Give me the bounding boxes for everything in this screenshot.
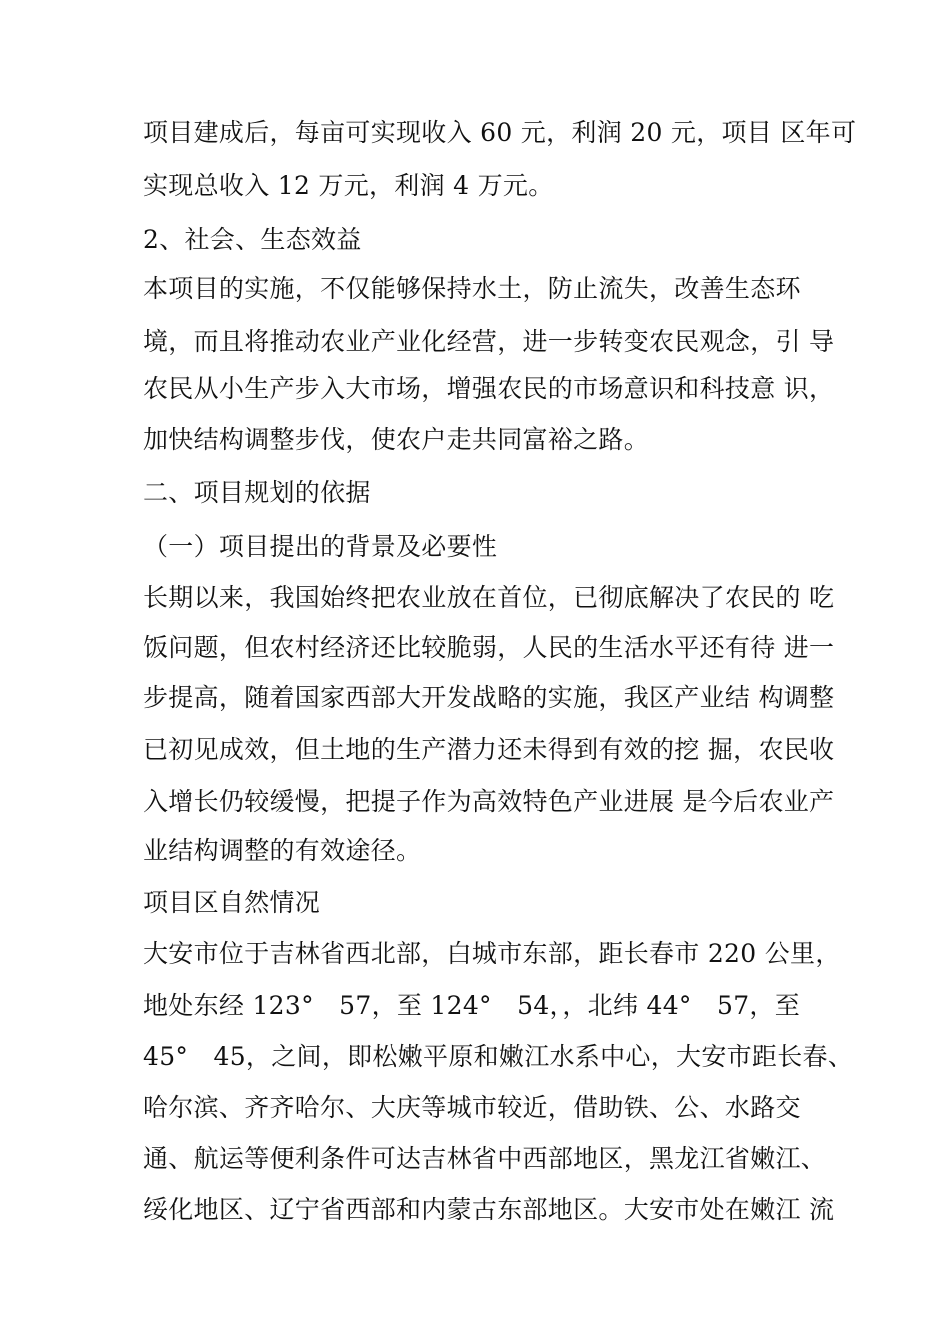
paragraph-line: 哈尔滨、齐齐哈尔、大庆等城市较近，借助铁、公、水路交 <box>143 1093 801 1122</box>
paragraph-line: 本项目的实施，不仅能够保持水土，防止流失，改善生态环 <box>143 274 801 303</box>
paragraph-line: 地处东经 123° 57，至 124° 54，，北纬 44° 57，至 <box>143 991 801 1020</box>
paragraph-line: 入增长仍较缓慢，把提子作为高效特色产业进展 是今后农业产 <box>143 787 835 816</box>
section-heading: 2、社会、生态效益 <box>143 225 362 254</box>
paragraph-line: 绥化地区、辽宁省西部和内蒙古东部地区。大安市处在嫩江 流 <box>143 1195 835 1224</box>
paragraph-line: 已初见成效，但土地的生产潜力还未得到有效的挖 掘，农民收 <box>143 735 835 764</box>
paragraph-line: 长期以来，我国始终把农业放在首位，已彻底解决了农民的 吃 <box>143 583 835 612</box>
paragraph-line: 饭问题，但农村经济还比较脆弱，人民的生活水平还有待 进一 <box>143 633 835 662</box>
paragraph-line: 45° 45，之间，即松嫩平原和嫩江水系中心，大安市距长春、 <box>143 1042 854 1071</box>
section-heading: 二、项目规划的依据 <box>143 478 371 507</box>
paragraph-line: 境，而且将推动农业产业化经营，进一步转变农民观念，引 导 <box>143 327 835 356</box>
paragraph-line: 加快结构调整步伐，使农户走共同富裕之路。 <box>143 425 650 454</box>
paragraph-line: 业结构调整的有效途径。 <box>143 836 422 865</box>
section-heading: 项目区自然情况 <box>143 888 321 917</box>
paragraph-line: 农民从小生产步入大市场，增强农民的市场意识和科技意 识， <box>143 374 835 403</box>
paragraph-line: 项目建成后，每亩可实现收入 60 元，利润 20 元，项目 区年可 <box>143 118 857 147</box>
section-heading: （一）项目提出的背景及必要性 <box>143 532 498 561</box>
paragraph-line: 步提高，随着国家西部大开发战略的实施，我区产业结 构调整 <box>143 683 835 712</box>
paragraph-line: 大安市位于吉林省西北部，白城市东部，距长春市 220 公里， <box>143 939 841 968</box>
paragraph-line: 实现总收入 12 万元，利润 4 万元。 <box>143 171 554 200</box>
paragraph-line: 通、航运等便利条件可达吉林省中西部地区，黑龙江省嫩江、 <box>143 1144 827 1173</box>
